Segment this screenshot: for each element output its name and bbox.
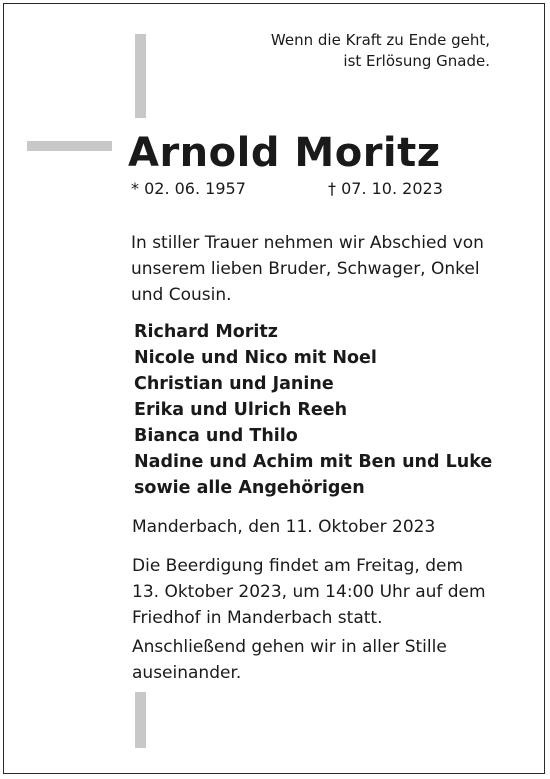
mourner-entry: Christian und Janine	[134, 374, 334, 394]
funeral-line: Die Beerdigung findet am Freitag, dem	[132, 556, 464, 576]
deceased-name: Arnold Moritz	[128, 130, 441, 176]
intro-line: In stiller Trauer nehmen wir Abschied von	[131, 233, 484, 253]
life-dates	[131, 178, 491, 200]
intro-line: unserem lieben Bruder, Schwager, Onkel	[131, 259, 480, 279]
mourner-entry: sowie alle Angehörigen	[134, 478, 365, 498]
closing-line: Anschließend gehen wir in aller Stille	[132, 637, 447, 657]
birth-date: * 02. 06. 1957	[131, 179, 246, 198]
motto-line-1: Wenn die Kraft zu Ende geht,	[270, 31, 490, 49]
mourners-list	[134, 319, 534, 501]
place-and-date: Manderbach, den 11. Oktober 2023	[132, 517, 436, 537]
intro-text	[131, 230, 511, 308]
motto-line-2: ist Erlösung Gnade.	[343, 52, 490, 70]
mourner-entry: Nadine und Achim mit Ben und Luke	[134, 452, 493, 472]
mourner-entry: Bianca und Thilo	[134, 426, 298, 446]
motto	[271, 30, 490, 72]
death-date: † 07. 10. 2023	[328, 179, 443, 198]
mourner-entry: Nicole und Nico mit Noel	[134, 348, 377, 368]
cross-vertical-bottom	[135, 692, 146, 748]
intro-line: und Cousin.	[131, 285, 232, 305]
funeral-info	[132, 553, 522, 631]
cross-vertical-top	[135, 34, 146, 118]
funeral-line: Friedhof in Manderbach statt.	[132, 608, 383, 628]
funeral-line: 13. Oktober 2023, um 14:00 Uhr auf dem	[132, 582, 486, 602]
mourner-entry: Erika und Ulrich Reeh	[134, 400, 348, 420]
closing-text	[132, 634, 522, 686]
mourner-entry: Richard Moritz	[134, 322, 278, 342]
closing-line: auseinander.	[132, 663, 242, 683]
cross-horizontal	[27, 141, 112, 151]
